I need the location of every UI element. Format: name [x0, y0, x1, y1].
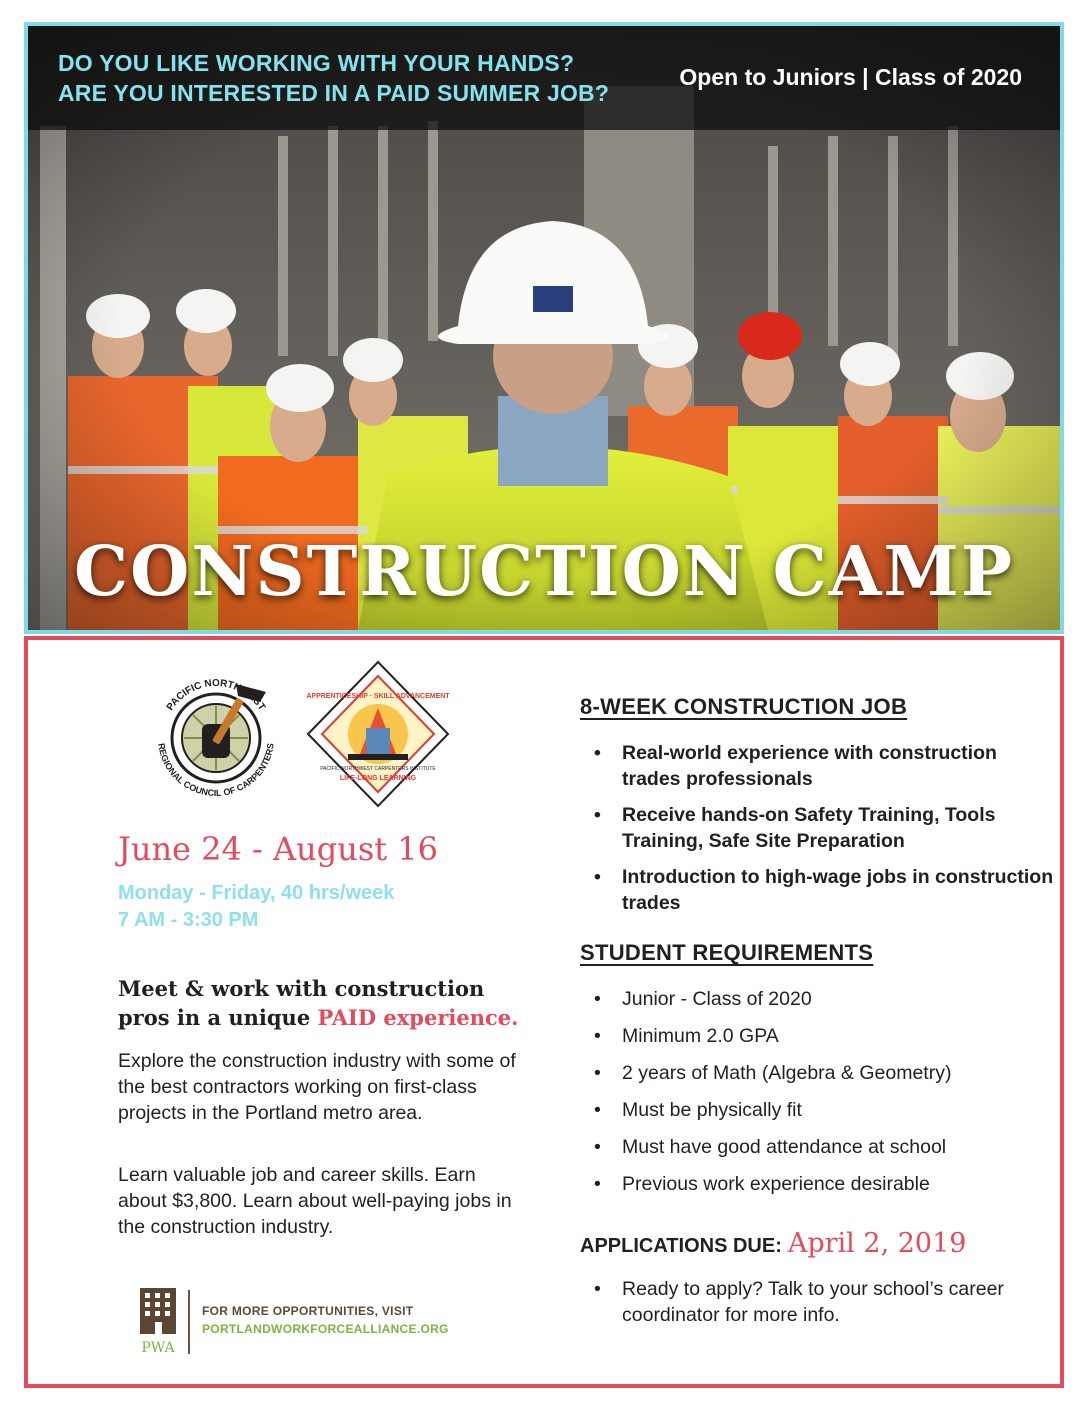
svg-text:PWA: PWA [141, 1340, 175, 1356]
carpenters-council-logo [136, 666, 296, 806]
list-item: • Previous work experience desirable [594, 1171, 951, 1197]
svg-text:LIFE-LONG LEARNING: LIFE-LONG LEARNING [339, 775, 417, 782]
work-hours: 7 AM - 3:30 PM [118, 909, 259, 931]
list-item: • Minimum 2.0 GPA [594, 1023, 951, 1049]
work-days: Monday - Friday, 40 hrs/week [118, 882, 395, 904]
list-item: • Ready to apply? Talk to your school’s career coordinator for more info. [594, 1276, 1060, 1328]
applications-label: APPLICATIONS DUE: [580, 1235, 782, 1257]
intro-headline [118, 974, 538, 1032]
svg-text:PACIFIC NORTHWEST: PACIFIC NORTHWEST [164, 677, 268, 713]
question-hands: DO YOU LIKE WORKING WITH YOUR HANDS? [58, 50, 575, 76]
question-summer-job: ARE YOU INTERESTED IN A PAID SUMMER JOB? [58, 80, 610, 106]
work-schedule [118, 880, 394, 934]
job-heading: 8-WEEK CONSTRUCTION JOB [580, 694, 908, 719]
applications-due [580, 1228, 966, 1259]
requirements-heading: STUDENT REQUIREMENTS [580, 940, 874, 965]
job-list [594, 740, 1060, 926]
intro-headline-line-2: pros in a unique [118, 1005, 318, 1030]
footer-url-link[interactable]: PORTLANDWORKFORCEALLIANCE.ORG [202, 1322, 449, 1336]
footer-cta-text: FOR MORE OPPORTUNITIES, VISIT [202, 1304, 414, 1318]
list-item: • Real-world experience with construction trades professionals [594, 740, 1060, 792]
hero-banner [24, 22, 1064, 634]
eligibility-note: Open to Juniors | Class of 2020 [679, 64, 1022, 90]
list-item: • Must be physically fit [594, 1097, 951, 1123]
list-item: • Receive hands-on Safety Training, Tools Training, Safe Site Preparation [594, 802, 1060, 854]
svg-text:PACIFIC NORTHWEST CARPENTERS I: PACIFIC NORTHWEST CARPENTERS INSTITUTE [320, 766, 436, 772]
list-item: • Junior - Class of 2020 [594, 986, 951, 1012]
intro-paragraph-explore: Explore the construction industry with some of the best contractors working on first-class projects in the Portland metro area. [118, 1050, 516, 1124]
list-item: • Must have good attendance at school [594, 1134, 951, 1160]
carpenters-institute-logo [304, 658, 452, 810]
svg-text:APPRENTICESHIP · SKILL ADVANCE: APPRENTICESHIP · SKILL ADVANCEMENT [306, 693, 450, 700]
paid-experience-highlight: PAID experience. [317, 1005, 519, 1030]
intro-headline-line-1: Meet & work with construction [118, 976, 485, 1001]
svg-text:REGIONAL COUNCIL OF CARPENTERS: REGIONAL COUNCIL OF CARPENTERS [156, 742, 276, 799]
intro-paragraph-skills: Learn valuable job and career skills. Earn about $3,800. Learn about well-paying jobs in the construction industry. [118, 1164, 512, 1238]
list-item: • Introduction to high-wage jobs in construction trades [594, 864, 1060, 916]
details-panel [24, 636, 1064, 1388]
list-item: • 2 years of Math (Algebra & Geometry) [594, 1060, 951, 1086]
apply-list [594, 1276, 1060, 1328]
applications-deadline: April 2, 2019 [787, 1228, 967, 1259]
footer-divider [188, 1290, 190, 1354]
hero-questions [58, 48, 609, 108]
requirements-list [594, 986, 951, 1208]
page-title: CONSTRUCTION CAMP [74, 532, 1014, 612]
camp-dates: June 24 - August 16 [118, 830, 439, 868]
pwa-buildings-logo [134, 1286, 182, 1356]
footer-cta [202, 1302, 449, 1338]
